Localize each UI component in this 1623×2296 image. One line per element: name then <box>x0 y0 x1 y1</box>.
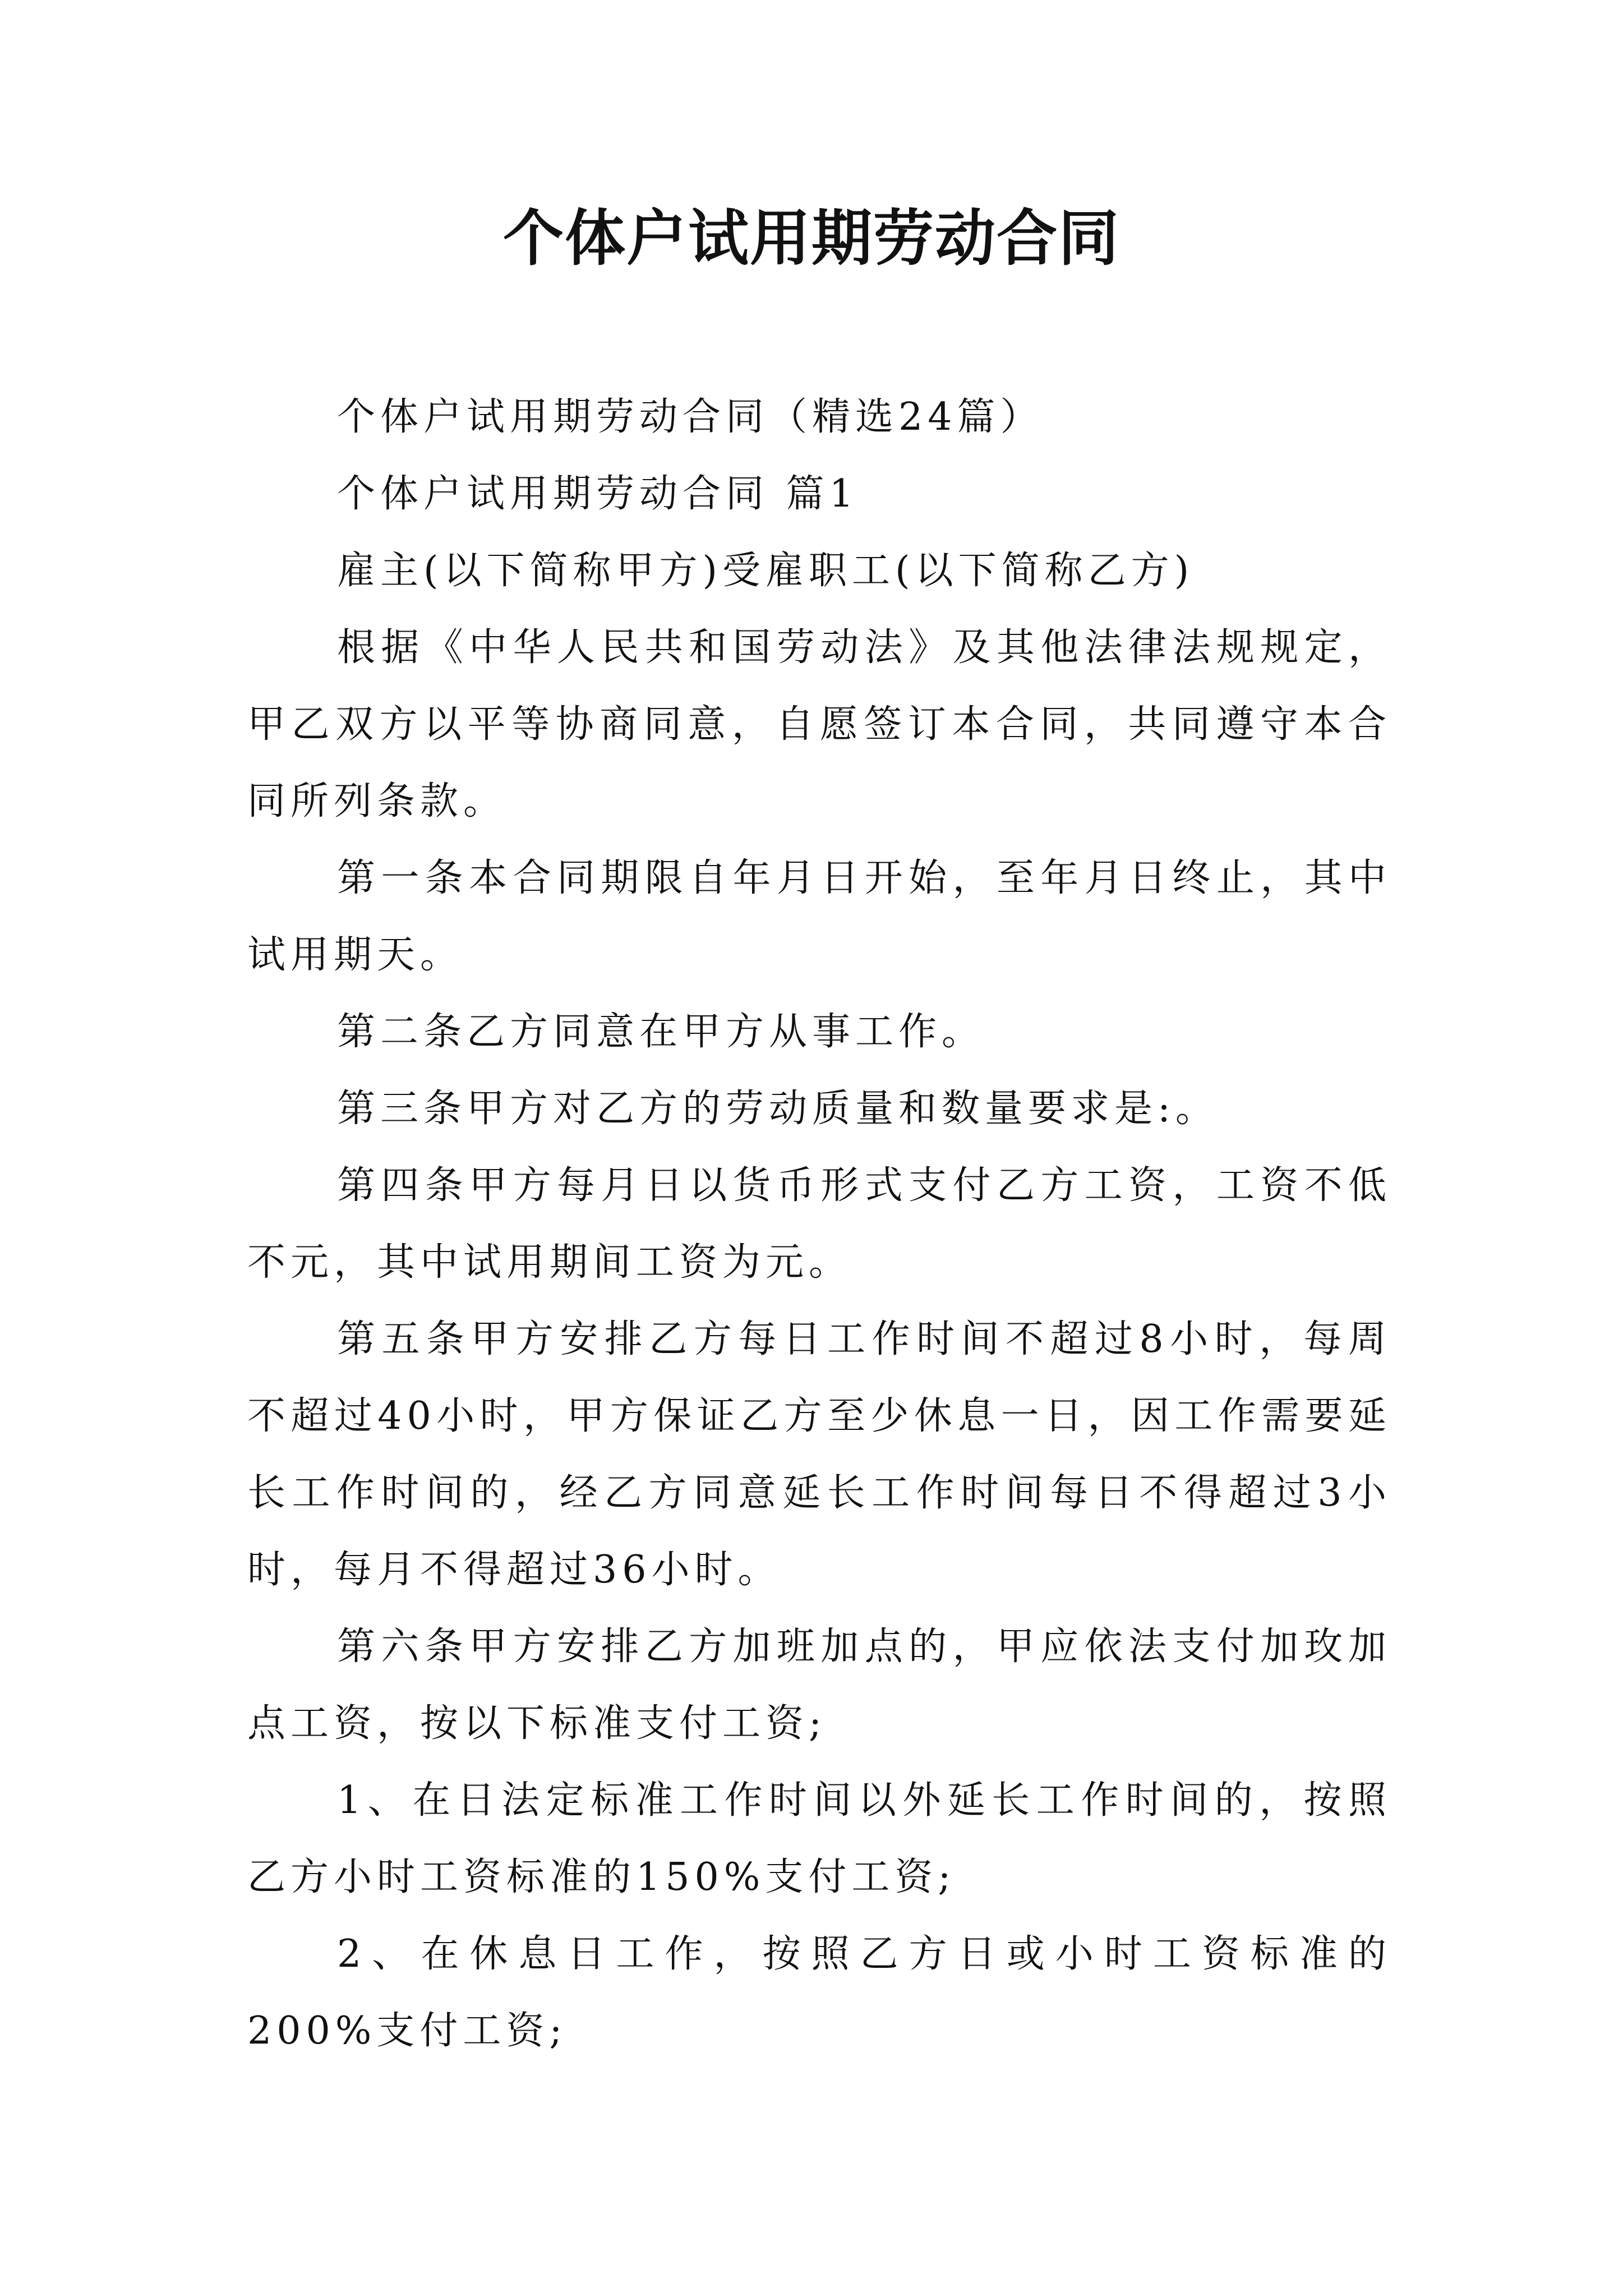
paragraph-parties: 雇主(以下简称甲方)受雇职工(以下简称乙方) <box>337 549 1195 593</box>
paragraph-article-5: 第五条甲方安排乙方每日工作时间不超过8小时，每周不超过40小时，甲方保证乙方至少休息一日，因工作需要延长工作时间的，经乙方同意延长工作时间每日不得超过3小时，每月不得超过36小时。 <box>247 1317 1391 1592</box>
paragraph-article-1: 第一条本合同期限自年月日开始，至年月日终止，其中试用期天。 <box>247 856 1391 977</box>
paragraph-article-3: 第三条甲方对乙方的劳动质量和数量要求是:。 <box>337 1087 1219 1131</box>
document-title: 个体户试用期劳动合同 <box>502 203 1120 274</box>
document-body <box>247 379 1391 2069</box>
paragraph-article-2: 第二条乙方同意在甲方从事工作。 <box>337 1010 985 1054</box>
paragraph-heading: 个体户试用期劳动合同（精选24篇） <box>337 395 1044 439</box>
paragraph-section-label: 个体户试用期劳动合同 篇1 <box>337 472 859 516</box>
paragraph-item-1: 1、在日法定标准工作时间以外延长工作时间的，按照乙方小时工资标准的150%支付工资; <box>247 1778 1391 1899</box>
paragraph-article-4: 第四条甲方每月日以货币形式支付乙方工资，工资不低不元，其中试用期间工资为元。 <box>247 1163 1391 1285</box>
paragraph-article-6: 第六条甲方安排乙方加班加点的，甲应依法支付加玫加点工资，按以下标准支付工资; <box>247 1625 1391 1746</box>
paragraph-preamble: 根据《中华人民共和国劳动法》及其他法律法规规定，甲乙双方以平等协商同意，自愿签订本合同，共同遵守本合同所列条款。 <box>247 625 1391 823</box>
paragraph-item-2: 2、在休息日工作，按照乙方日或小时工资标准的200%支付工资; <box>247 1932 1391 2053</box>
